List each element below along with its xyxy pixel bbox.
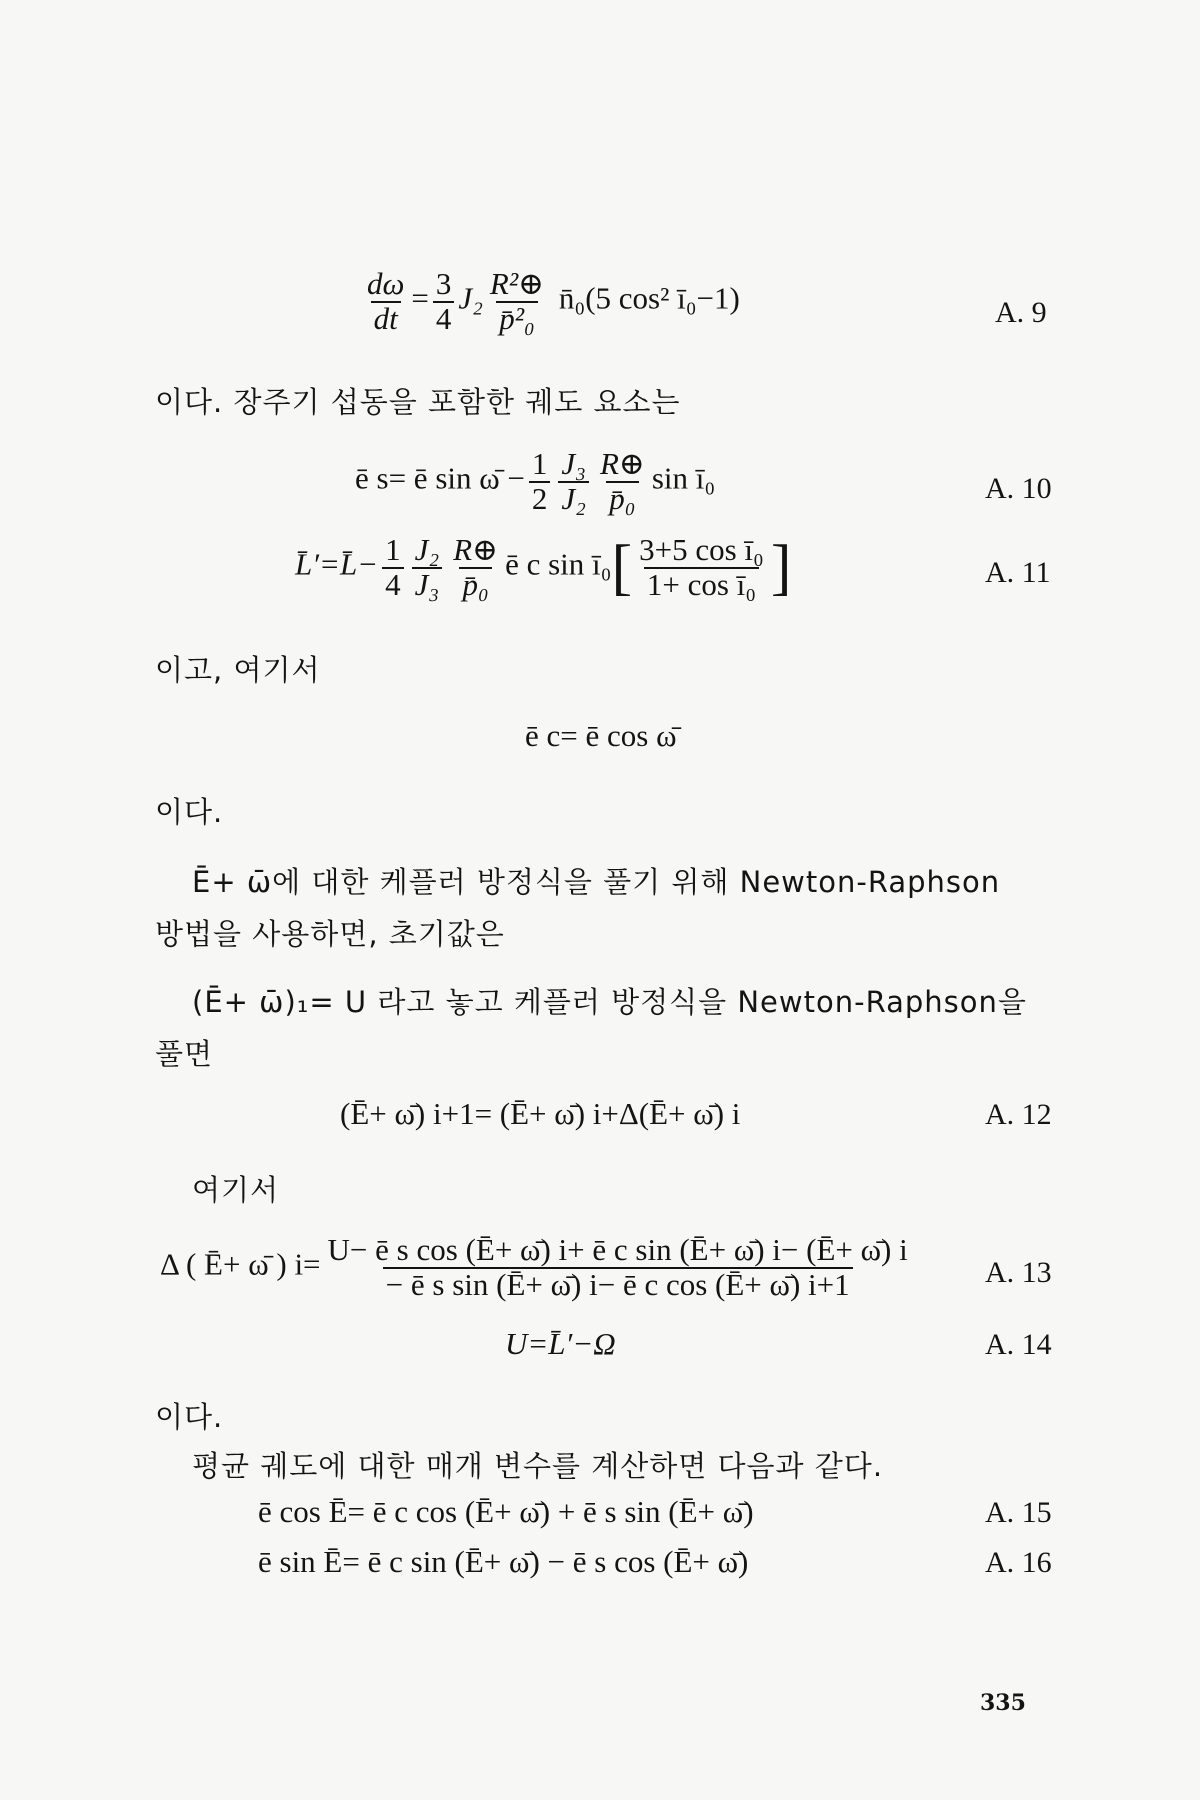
radius-fraction: $\frac{R\oplus}{\text{p̄₀}}$ [453,532,499,602]
equation-a14: U=L̄′−Ω [505,1326,616,1361]
equation-a9: $\frac{d\omega}{dt}$ = $\frac{3}{4}$ J₂ $\frac{\text{R²⊕}}{\text{p̄²₀}}$ n̄₀(5 cos² ī₀−1) [360,268,740,335]
equation-a11: L̄′=L̄− $\frac{1}{4}$ $\frac{\text{J₂}}{\text{J₃}}$ $\frac{R\oplus}{\text{p̄₀}}$ ē c sin ī₀[ $\frac{\text{3+5 cos ī₀}}{\text{1+ cos ī₀}}$ ] [295,532,792,602]
equation-number-a16: A. 16 [985,1546,1052,1579]
coefficient-fraction: $\frac{1}{2}$ [529,448,551,515]
cosine-fraction: $\frac{\text{3+5 cos ī₀}}{\text{1+ cos ī₀}}$ [639,532,764,602]
j-ratio-fraction: $\frac{\text{J₃}}{\text{J₂}}$ [558,448,589,515]
radius-fraction: $\frac{R\oplus}{\text{p̄₀}}$ [599,446,645,516]
equation-number-a9: A. 9 [995,296,1047,329]
paragraph-text: 이다. [155,795,224,829]
paragraph-text: 이다. [155,1400,224,1434]
derivative-fraction: $\frac{d\omega}{dt}$ [367,266,405,336]
equation-number-a11: A. 11 [985,556,1051,589]
right-bracket: ] [770,533,792,602]
equation-number-a13: A. 13 [985,1256,1052,1289]
equation-ec: ē c= ē cos ω̄ [525,718,677,753]
paragraph-text: 풀면 [155,1037,214,1071]
equation-number-a10: A. 10 [985,472,1052,505]
paragraph-text: 이고, 여기서 [155,653,321,687]
coefficient-fraction: $\frac{3}{4}$ [433,268,455,335]
paragraph-text: 평균 궤도에 대한 매개 변수를 계산하면 다음과 같다. [192,1449,884,1483]
equation-a15: ē cos Ē= ē c cos (Ē+ ω̄) + ē s sin (Ē+ ω̄) [258,1494,754,1529]
newton-raphson-fraction: $\frac{\text{U− ē s cos (Ē+ ω̄) i+ ē c sin (Ē+ ω̄) i− (Ē+ ω̄) i}}{\text{− ē s sin (Ē+ ω̄) i− ē c cos (Ē+ ω̄) i+1}}$ [327,1232,908,1302]
paragraph-text: 이다. 장주기 섭동을 포함한 궤도 요소는 [155,385,681,419]
left-bracket: [ [611,533,633,602]
paragraph-text: Ē+ ω̄에 대한 케플러 방정식을 풀기 위해 Newton-Raphson [192,865,1001,899]
paragraph-text: 방법을 사용하면, 초기값은 [155,917,505,951]
paragraph-text: (Ē+ ω̄)₁= U 라고 놓고 케플러 방정식을 Newton-Raphson을 [192,985,1027,1019]
equation-number-a14: A. 14 [985,1328,1052,1361]
page-number: 335 [980,1690,1026,1716]
radius-fraction: $\frac{\text{R²⊕}}{\text{p̄²₀}}$ [489,266,545,336]
paragraph-text: 여기서 [192,1173,280,1207]
equation-a12: (Ē+ ω̄) i+1= (Ē+ ω̄) i+Δ(Ē+ ω̄) i [340,1096,741,1131]
equation-a10: ē s= ē sin ω̄ − $\frac{1}{2}$ $\frac{\text{J₃}}{\text{J₂}}$ $\frac{R\oplus}{\text{p̄₀}}$ sin ī₀ [355,446,716,516]
equation-a13: Δ ( Ē+ ω̄ ) i= $\frac{\text{U− ē s cos (Ē+ ω̄) i+ ē c sin (Ē+ ω̄) i− (Ē+ ω̄) i}}{\text{− ē s sin (Ē+ ω̄) i− ē c cos (Ē+ ω̄) i+1}}$ [160,1234,915,1301]
equation-number-a12: A. 12 [985,1098,1052,1131]
j-ratio-fraction: $\frac{\text{J₂}}{\text{J₃}}$ [412,534,443,601]
coefficient-fraction: $\frac{1}{4}$ [382,534,404,601]
equation-a16: ē sin Ē= ē c sin (Ē+ ω̄) − ē s cos (Ē+ ω̄) [258,1544,749,1579]
equation-number-a15: A. 15 [985,1496,1052,1529]
